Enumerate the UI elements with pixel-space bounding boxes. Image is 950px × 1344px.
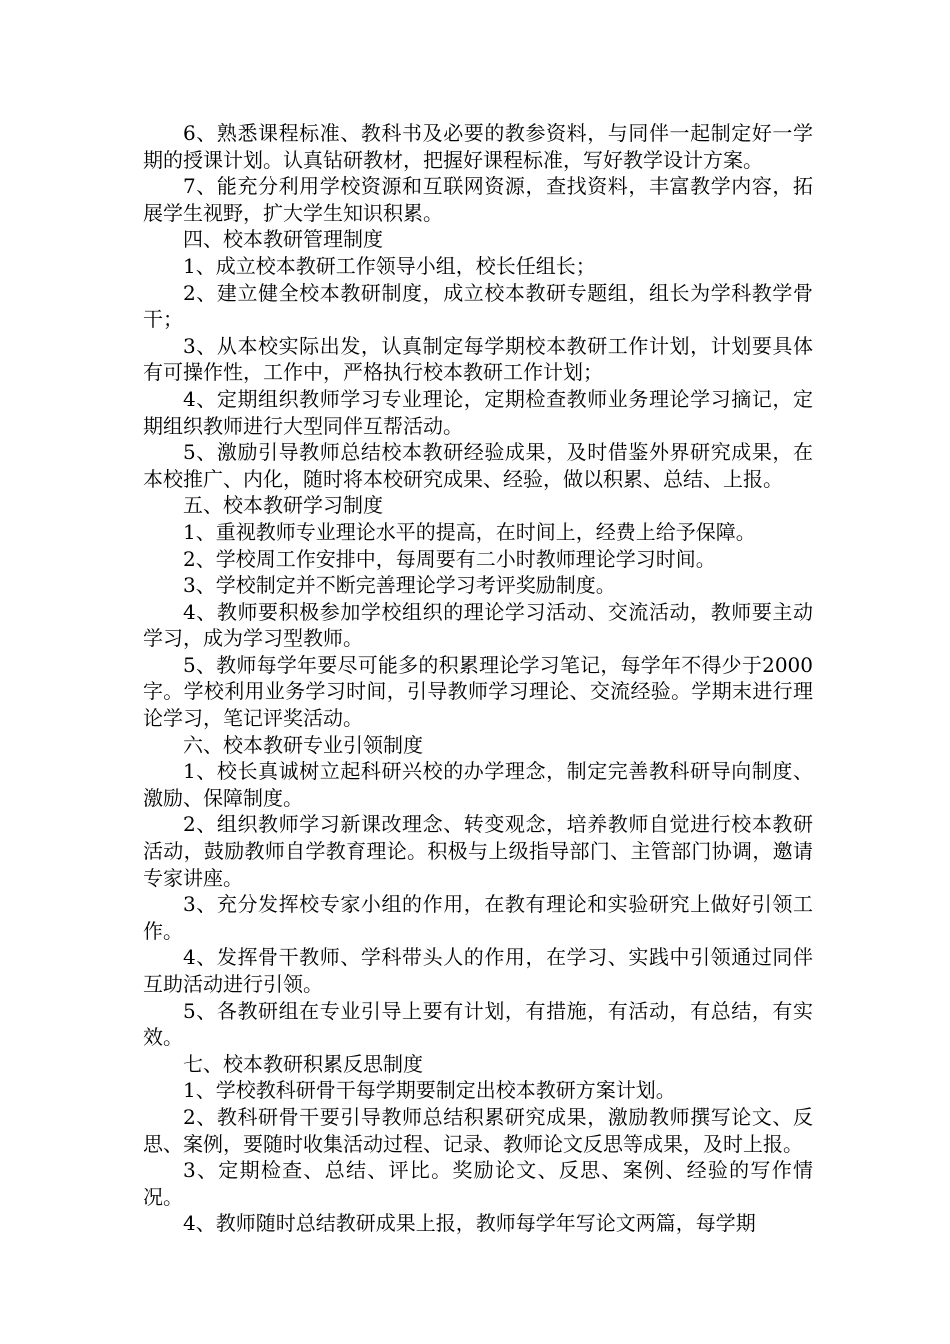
list-item-paragraph: 5、各教研组在专业引导上要有计划，有措施，有活动，有总结，有实效。 bbox=[143, 998, 813, 1050]
list-item-paragraph: 4、定期组织教师学习专业理论，定期检查教师业务理论学习摘记，定期组织教师进行大型同伴互帮活动。 bbox=[143, 386, 813, 438]
list-item-paragraph: 5、激励引导教师总结校本教研经验成果，及时借鉴外界研究成果，在本校推广、内化，随时将本校研究成果、经验，做以积累、总结、上报。 bbox=[143, 440, 813, 491]
list-item-paragraph: 4、发挥骨干教师、学科带头人的作用，在学习、实践中引领通过同伴互助活动进行引领。 bbox=[143, 945, 813, 996]
list-item-paragraph: 2、教科研骨干要引导教师总结积累研究成果，激励教师撰写论文、反思、案例，要随时收集活动过程、记录、教师论文反思等成果，及时上报。 bbox=[143, 1104, 813, 1156]
section-heading: 五、校本教研学习制度 bbox=[183, 493, 383, 518]
list-item-paragraph: 2、建立健全校本教研制度，成立校本教研专题组，组长为学科教学骨干； bbox=[143, 280, 813, 332]
list-item-paragraph: 6、熟悉课程标准、教科书及必要的教参资料，与同伴一起制定好一学期的授课计划。认真钻研教材，把握好课程标准，写好教学设计方案。 bbox=[143, 121, 813, 172]
list-item-paragraph: 7、能充分利用学校资源和互联网资源，查找资料，丰富教学内容，拓展学生视野，扩大学生知识积累。 bbox=[143, 174, 813, 225]
list-item-paragraph: 1、成立校本教研工作领导小组，校长任组长； bbox=[183, 253, 596, 278]
list-item-paragraph: 1、重视教师专业理论水平的提高，在时间上，经费上给予保障。 bbox=[183, 519, 756, 544]
list-item-paragraph: 5、教师每学年要尽可能多的积累理论学习笔记，每学年不得少于2000字。学校利用业务学习时间，引导教师学习理论、交流经验。学期末进行理论学习，笔记评奖活动。 bbox=[143, 652, 813, 731]
list-item-paragraph: 3、定期检查、总结、评比。奖励论文、反思、案例、经验的写作情况。 bbox=[143, 1158, 813, 1209]
list-item-paragraph: 1、校长真诚树立起科研兴校的办学理念，制定完善教科研导向制度、激励、保障制度。 bbox=[143, 759, 813, 810]
section-heading: 六、校本教研专业引领制度 bbox=[183, 732, 423, 757]
list-item-paragraph: 3、从本校实际出发，认真制定每学期校本教研工作计划，计划要具体有可操作性，工作中，严格执行校本教研工作计划； bbox=[143, 333, 813, 385]
document-page bbox=[143, 120, 813, 1237]
list-item-paragraph: 2、学校周工作安排中，每周要有二小时教师理论学习时间。 bbox=[183, 546, 716, 571]
list-item-paragraph: 4、教师随时总结教研成果上报，教师每学年写论文两篇，每学期 bbox=[183, 1211, 756, 1236]
section-heading: 七、校本教研积累反思制度 bbox=[183, 1051, 423, 1076]
list-item-paragraph: 3、学校制定并不断完善理论学习考评奖励制度。 bbox=[183, 573, 616, 598]
list-item-paragraph: 1、学校教科研骨干每学期要制定出校本教研方案计划。 bbox=[183, 1078, 676, 1103]
list-item-paragraph: 3、充分发挥校专家小组的作用，在教有理论和实验研究上做好引领工作。 bbox=[143, 892, 813, 943]
list-item-paragraph: 4、教师要积极参加学校组织的理论学习活动、交流活动，教师要主动学习，成为学习型教师。 bbox=[143, 599, 813, 651]
section-heading: 四、校本教研管理制度 bbox=[183, 227, 383, 252]
list-item-paragraph: 2、组织教师学习新课改理念、转变观念，培养教师自觉进行校本教研活动，鼓励教师自学教育理论。积极与上级指导部门、主管部门协调，邀请专家讲座。 bbox=[143, 812, 813, 890]
